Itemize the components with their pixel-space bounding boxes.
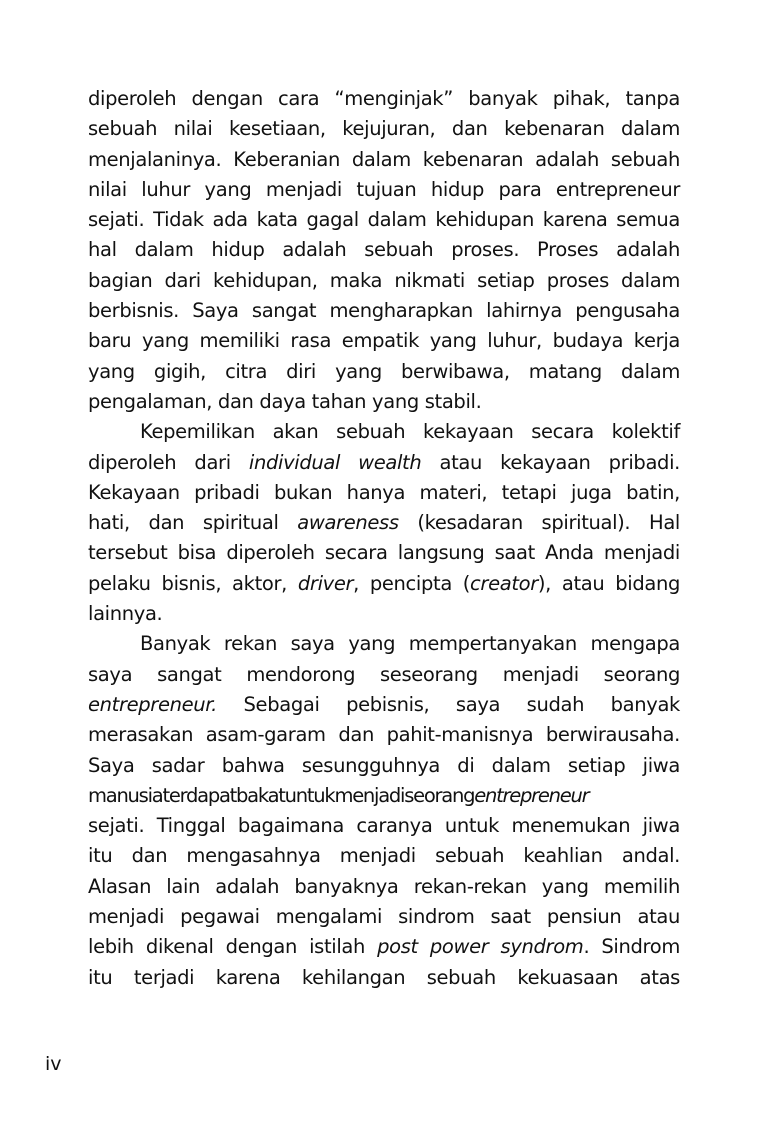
- text-line: [88, 205, 680, 235]
- text-run: manusiaterdapatbakatuntukmenjadiseorang: [88, 783, 475, 807]
- text-run: berbisnis. Saya sangat mengharapkan lahirnya pengusaha: [88, 299, 680, 323]
- italic-term: post power syndrom: [377, 935, 584, 959]
- text-run: menjalaninya. Keberanian dalam kebenaran adalah sebuah: [88, 147, 680, 171]
- text-line: [88, 266, 680, 296]
- text-run: diperoleh dari: [88, 450, 249, 474]
- italic-term: entrepreneur.: [88, 692, 217, 716]
- text-line: [88, 660, 680, 690]
- text-line: [88, 781, 680, 811]
- text-run: . Sindrom: [583, 935, 680, 959]
- text-line: [88, 296, 680, 326]
- text-line: [88, 387, 680, 417]
- text-line: [88, 963, 680, 993]
- text-line: [88, 357, 680, 387]
- text-run: hal dalam hidup adalah sebuah proses. Proses adalah: [88, 238, 680, 262]
- text-run: sejati. Tinggal bagaimana caranya untuk menemukan jiwa: [88, 814, 680, 838]
- text-line: [88, 114, 680, 144]
- text-run: nilai luhur yang menjadi tujuan hidup para entrepreneur: [88, 177, 680, 201]
- text-run: Alasan lain adalah banyaknya rekan-rekan yang memilih: [88, 874, 680, 898]
- text-run: saya sangat mendorong seseorang menjadi seorang: [88, 662, 680, 686]
- text-line: [88, 235, 680, 265]
- text-run: Banyak rekan saya yang mempertanyakan mengapa: [140, 632, 680, 656]
- text-line: [88, 751, 680, 781]
- text-line: [88, 872, 680, 902]
- paragraph: [88, 417, 680, 629]
- text-run: itu dan mengasahnya menjadi sebuah keahlian andal.: [88, 844, 680, 868]
- italic-term: awareness: [297, 511, 399, 535]
- text-run: merasakan asam-garam dan pahit-manisnya berwirausaha.: [88, 723, 680, 747]
- text-run: atau kekayaan pribadi.: [421, 450, 681, 474]
- text-line: [88, 508, 680, 538]
- text-run: yang gigih, citra diri yang berwibawa, matang dalam: [88, 359, 680, 383]
- text-line: [88, 690, 680, 720]
- text-run: bagian dari kehidupan, maka nikmati setiap proses dalam: [88, 268, 680, 292]
- text-run: pengalaman, dan daya tahan yang stabil.: [88, 389, 482, 413]
- text-line: [88, 538, 680, 568]
- text-run: Sebagai pebisnis, saya sudah banyak: [217, 692, 680, 716]
- text-run: lainnya.: [88, 602, 163, 626]
- text-line: [88, 599, 680, 629]
- text-line: [88, 720, 680, 750]
- paragraph: [88, 629, 680, 993]
- text-run: hati, dan spiritual: [88, 511, 298, 535]
- text-run: menjadi pegawai mengalami sindrom saat pensiun atau: [88, 905, 680, 929]
- text-line: [88, 811, 680, 841]
- text-run: Saya sadar bahwa sesungguhnya di dalam setiap jiwa: [88, 753, 680, 777]
- italic-term: entrepreneur: [474, 783, 589, 807]
- paragraph: [88, 84, 680, 417]
- text-line: [88, 145, 680, 175]
- text-run: diperoleh dengan cara “menginjak” banyak pihak, tanpa: [88, 87, 680, 110]
- text-run: Kekayaan pribadi bukan hanya materi, tetapi juga batin,: [88, 480, 680, 504]
- italic-term: creator: [470, 571, 538, 595]
- text-line: [88, 448, 680, 478]
- text-run: ), atau bidang: [537, 571, 680, 595]
- text-line: [88, 478, 680, 508]
- text-run: (kesadaran spiritual). Hal: [398, 511, 680, 535]
- italic-term: driver: [297, 571, 354, 595]
- text-line: [88, 175, 680, 205]
- text-line: [88, 629, 680, 659]
- text-line: [88, 841, 680, 871]
- text-line: [88, 326, 680, 356]
- body-text: [88, 84, 680, 993]
- text-run: tersebut bisa diperoleh secara langsung saat Anda menjadi: [88, 541, 680, 565]
- text-line: [88, 84, 680, 114]
- text-run: sebuah nilai kesetiaan, kejujuran, dan kebenaran dalam: [88, 117, 680, 141]
- text-line: [88, 902, 680, 932]
- text-run: lebih dikenal dengan istilah: [88, 935, 378, 959]
- text-run: sejati. Tidak ada kata gagal dalam kehidupan karena semua: [88, 208, 680, 232]
- text-run: pelaku bisnis, aktor,: [88, 571, 298, 595]
- text-run: , pencipta (: [353, 571, 471, 595]
- text-line: [88, 417, 680, 447]
- text-line: [88, 569, 680, 599]
- text-run: itu terjadi karena kehilangan sebuah kekuasaan atas: [88, 965, 680, 989]
- text-run: baru yang memiliki rasa empatik yang luhur, budaya kerja: [88, 329, 680, 353]
- italic-term: individual wealth: [248, 450, 422, 474]
- text-run: Kepemilikan akan sebuah kekayaan secara kolektif: [140, 420, 680, 444]
- text-line: [88, 932, 680, 962]
- page-number: iv: [45, 1053, 62, 1075]
